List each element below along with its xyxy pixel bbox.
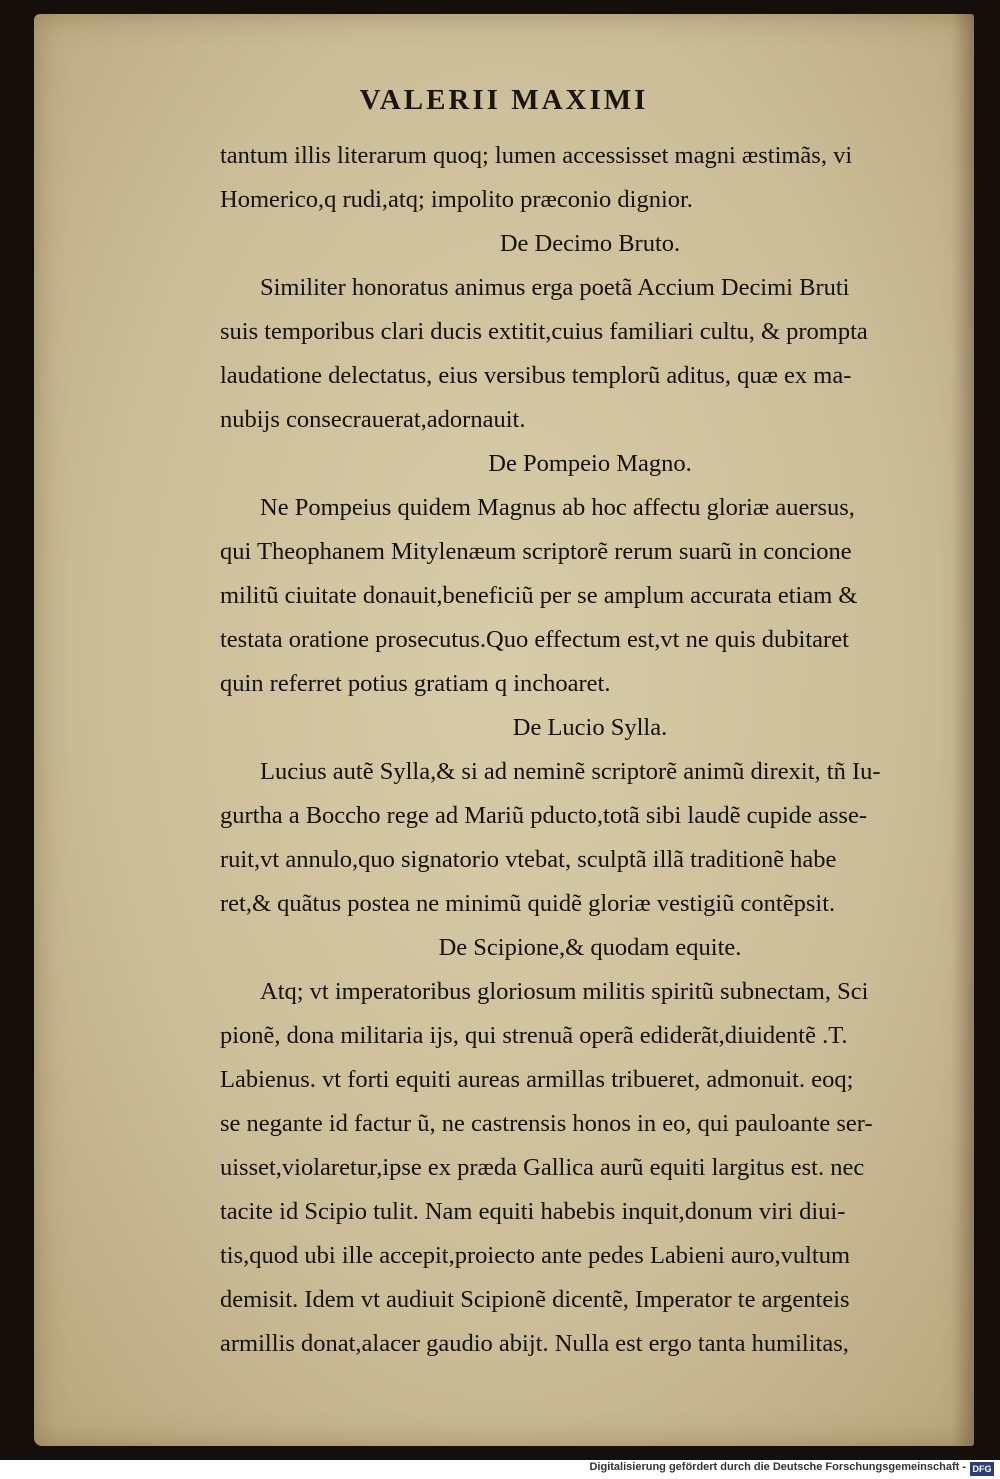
text-line: qui Theophanem Mitylenæum scriptorẽ rerum suarũ in concione — [220, 538, 852, 565]
text-line: militũ ciuitate donauit,beneficiũ per se amplum accurata etiam & — [220, 582, 858, 609]
text-line: Ne Pompeius quidem Magnus ab hoc affectu gloriæ auersus, — [260, 494, 855, 521]
section-heading: De Pompeio Magno. — [488, 450, 692, 477]
text-line: Atq; vt imperatoribus gloriosum militis spiritũ subnectam, Sci — [260, 978, 869, 1005]
text-line: Lucius autẽ Sylla,& si ad neminẽ scriptorẽ animũ direxit, tñ Iu- — [260, 758, 881, 785]
text-line: gurtha a Boccho rege ad Mariũ pducto,totã sibi laudẽ cupide asse- — [220, 802, 867, 829]
text-line: testata oratione prosecutus.Quo effectum est,vt ne quis dubitaret — [220, 626, 849, 653]
text-line: Labienus. vt forti equiti aureas armillas tribueret, admonuit. eoq; — [220, 1066, 854, 1093]
footer-credit: Digitalisierung gefördert durch die Deutsche Forschungsgemeinschaft - — [589, 1461, 966, 1473]
footer-bar — [0, 1460, 1000, 1479]
text-line: demisit. Idem vt audiuit Scipionẽ dicentẽ, Imperator te argenteis — [220, 1286, 850, 1313]
text-block — [220, 134, 960, 1366]
running-head: VALERII MAXIMI — [359, 84, 649, 116]
text-line: Homerico,q rudi,atq; impolito præconio dignior. — [220, 186, 693, 213]
text-line: Similiter honoratus animus erga poetã Accium Decimi Bruti — [260, 274, 850, 301]
text-line: uisset,violaretur,ipse ex præda Gallica aurũ equiti largitus est. nec — [220, 1154, 865, 1181]
text-line: tis,quod ubi ille accepit,proiecto ante pedes Labieni auro,vultum — [220, 1242, 851, 1269]
text-line: laudatione delectatus, eius versibus templorũ aditus, quæ ex ma- — [220, 362, 852, 389]
dfg-logo-icon: DFG — [970, 1462, 994, 1476]
text-line: tacite id Scipio tulit. Nam equiti habebis inquit,donum viri diui- — [220, 1198, 846, 1225]
text-line: nubijs consecrauerat,adornauit. — [220, 406, 526, 433]
text-line: tantum illis literarum quoq; lumen accessisset magni æstimãs, vi — [220, 142, 853, 169]
text-line: pionẽ, dona militaria ijs, qui strenuã operã ediderãt,diuidentẽ .T. — [220, 1022, 848, 1049]
section-heading: De Scipione,& quodam equite. — [438, 934, 742, 961]
section-heading: De Decimo Bruto. — [499, 230, 681, 257]
text-line: ruit,vt annulo,quo signatorio vtebat, sculptã illã traditionẽ habe — [220, 846, 837, 873]
text-line: ret,& quãtus postea ne minimũ quidẽ gloriæ vestigiũ contẽpsit. — [220, 890, 836, 917]
book-page — [34, 14, 974, 1446]
text-line: armillis donat,alacer gaudio abijt. Nulla est ergo tanta humilitas, — [220, 1330, 849, 1357]
text-line: quin referret potius gratiam q inchoaret. — [220, 670, 611, 697]
section-heading: De Lucio Sylla. — [512, 714, 668, 741]
text-line: suis temporibus clari ducis extitit,cuius familiari cultu, & prompta — [220, 318, 868, 345]
text-line: se negante id factur ũ, ne castrensis honos in eo, qui pauloante ser- — [220, 1110, 873, 1137]
